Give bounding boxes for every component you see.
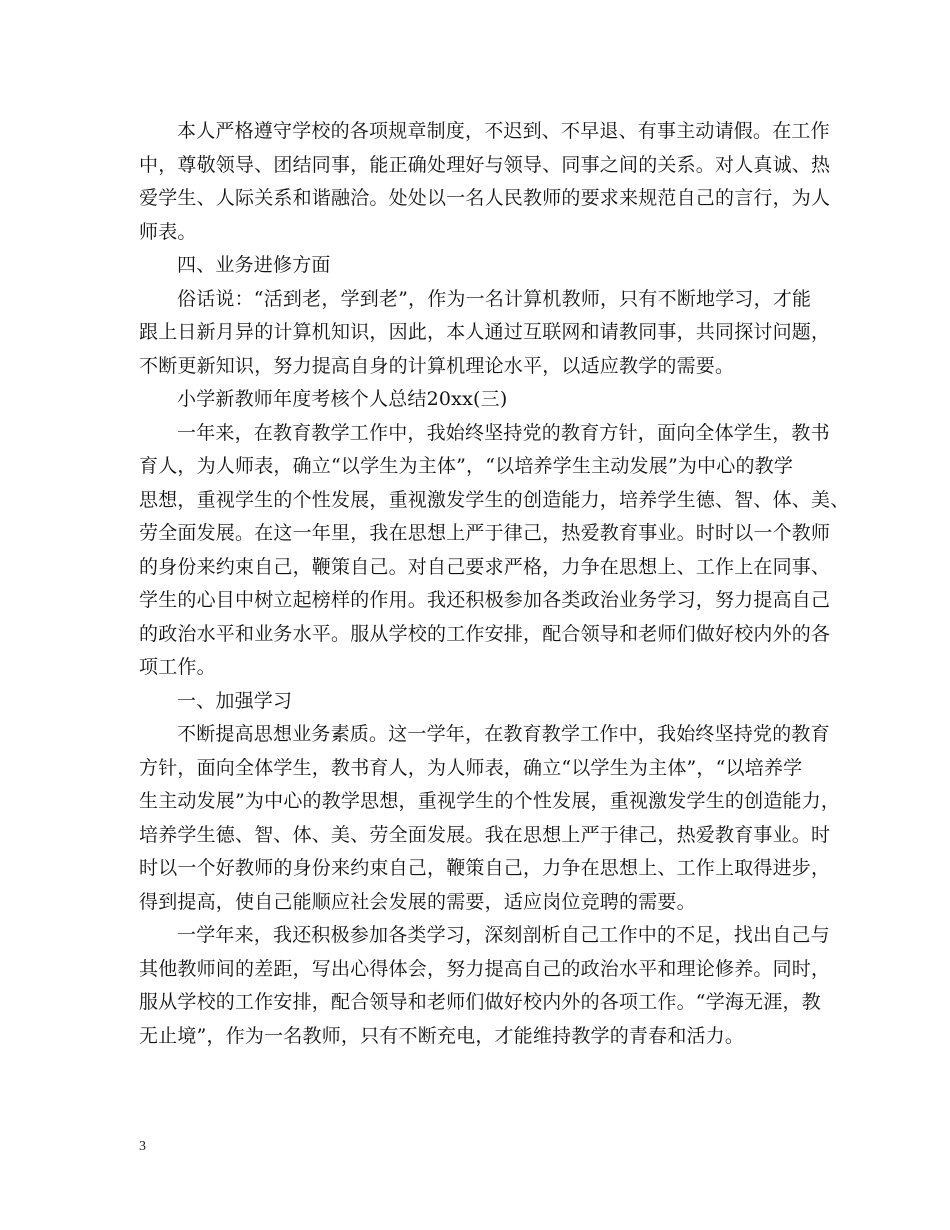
article-title: 小学新教师年度考核个人总结20xx(三) bbox=[177, 388, 508, 410]
paragraph-line: 其他教师间的差距，写出心得体会，努力提高自己的政治水平和理论修养。同时， bbox=[139, 957, 831, 980]
page-number: 3 bbox=[139, 1139, 146, 1154]
paragraph-line: 跟上日新月异的计算机知识，因此，本人通过互联网和请教同事，共同探讨问题， bbox=[139, 321, 831, 343]
paragraph-line: 学生的心目中树立起榜样的作用。我还积极参加各类政治业务学习，努力提高自己 bbox=[139, 589, 831, 611]
paragraph-line: 无止境”，作为一名教师，只有不断充电，才能维持教学的青春和活力。 bbox=[139, 1024, 745, 1047]
paragraph-line: 一年来，在教育教学工作中，我始终坚持党的教育方针，面向全体学生，教书 bbox=[177, 421, 830, 444]
paragraph-line: 爱学生、人际关系和谐融洽。处处以一名人民教师的要求来规范自己的言行，为人 bbox=[139, 187, 831, 209]
paragraph-line: 培养学生德、智、体、美、劳全面发展。我在思想上严于律己，热爱教育事业。时 bbox=[139, 823, 831, 846]
paragraph-line: 中，尊敬领导、团结同事，能正确处理好与领导、同事之间的关系。对人真诚、热 bbox=[139, 153, 831, 176]
document-body bbox=[139, 115, 850, 1053]
paragraph-line: 方针，面向全体学生，教书育人，为人师表，确立“以学生为主体”，“以培养学 bbox=[139, 756, 803, 779]
paragraph-line: 一学年来，我还积极参加各类学习，深刻剖析自己工作中的不足，找出自己与 bbox=[177, 924, 830, 946]
section-heading: 四、业务进修方面 bbox=[177, 254, 331, 276]
paragraph-line: 思想，重视学生的个性发展，重视激发学生的创造能力，培养学生德、智、体、美、 bbox=[139, 488, 850, 511]
paragraph-line: 育人，为人师表，确立“以学生为主体”，“以培养学生主动发展”为中心的教学 bbox=[139, 455, 794, 477]
paragraph-line: 俗话说：“活到老，学到老”，作为一名计算机教师，只有不断地学习，才能 bbox=[177, 287, 812, 310]
paragraph-line: 项工作。 bbox=[139, 656, 216, 678]
paragraph-line: 服从学校的工作安排，配合领导和老师们做好校内外的各项工作。“学海无涯，教 bbox=[139, 991, 821, 1013]
paragraph-line: 师表。 bbox=[139, 220, 197, 243]
paragraph-line: 不断更新知识，努力提高自身的计算机理论水平，以适应教学的需要。 bbox=[139, 354, 735, 377]
paragraph-line: 不断提高思想业务素质。这一学年，在教育教学工作中，我始终坚持党的教育 bbox=[177, 723, 830, 745]
paragraph-line: 的政治水平和业务水平。服从学校的工作安排，配合领导和老师们做好校内外的各 bbox=[139, 622, 831, 645]
paragraph-line: 生主动发展”为中心的教学思想，重视学生的个性发展，重视激发学生的创造能力， bbox=[139, 790, 841, 812]
paragraph-line: 劳全面发展。在这一年里，我在思想上严于律己，热爱教育事业。时时以一个教师 bbox=[139, 522, 831, 544]
paragraph-line: 本人严格遵守学校的各项规章制度，不迟到、不早退、有事主动请假。在工作 bbox=[177, 120, 830, 142]
section-heading: 一、加强学习 bbox=[177, 689, 293, 712]
paragraph-line: 得到提高，使自己能顺应社会发展的需要，适应岗位竞聘的需要。 bbox=[139, 890, 696, 913]
paragraph-line: 的身份来约束自己，鞭策自己。对自己要求严格，力争在思想上、工作上在同事、 bbox=[139, 555, 831, 578]
paragraph-line: 时以一个好教师的身份来约束自己，鞭策自己，力争在思想上、工作上取得进步， bbox=[139, 857, 831, 879]
